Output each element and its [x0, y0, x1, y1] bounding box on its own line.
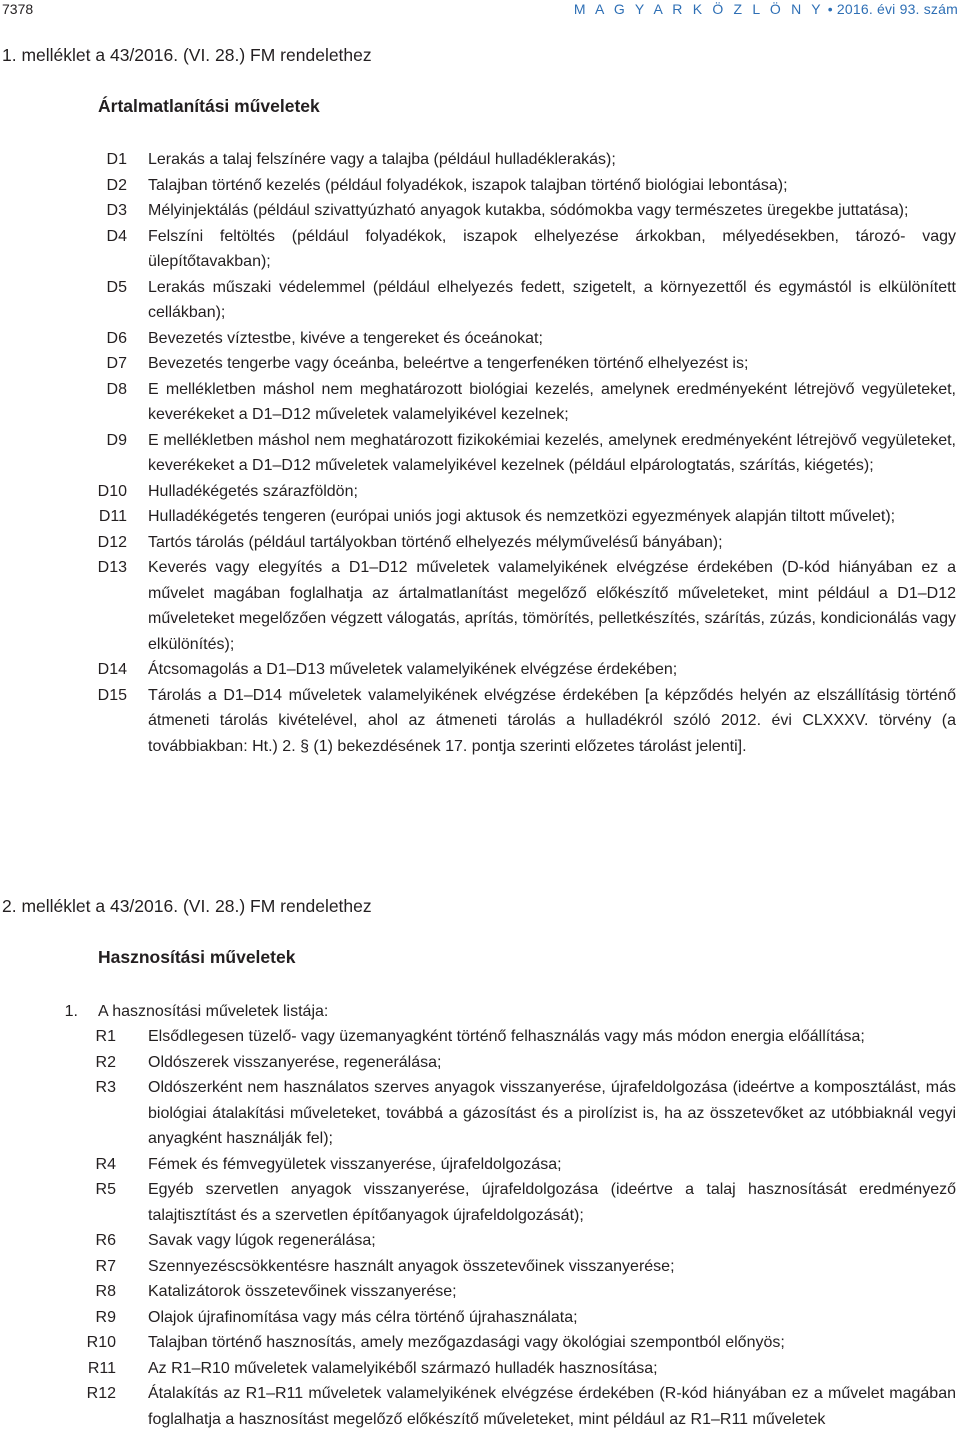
- operation-description: Talajban történő kezelés (például folyadékok, iszapok talajban történő biológiai lebontása);: [148, 176, 788, 194]
- list-item: [0, 1024, 958, 1050]
- list-item: [0, 1356, 958, 1382]
- operation-code: D5: [106, 278, 127, 296]
- journal-header: [574, 1, 958, 17]
- operation-code: R2: [95, 1053, 116, 1071]
- operation-code: R12: [86, 1385, 116, 1402]
- operation-description: Elsődlegesen tüzelő- vagy üzemanyagként történő felhasználás vagy más módon energia előállítása;: [148, 1028, 865, 1045]
- list-item: [0, 428, 958, 479]
- list-item: [0, 173, 958, 199]
- separator: •: [827, 1, 833, 17]
- operation-code: D3: [106, 202, 127, 219]
- operation-code: R7: [95, 1257, 116, 1275]
- disposal-operations-list: [0, 147, 958, 759]
- list-item: [0, 1254, 958, 1280]
- operation-description: Hulladékégetés tengeren (európai uniós jogi aktusok és nemzetközi egyezmények alapján tiltott művelet);: [148, 508, 896, 525]
- operation-description: Talajban történő hasznosítás, amely mezőgazdasági vagy ökológiai szempontból előnyös;: [148, 1334, 785, 1351]
- list-intro-number: 1.: [64, 1003, 78, 1020]
- operation-description: Keverés vagy elegyítés a D1–D12 műveletek valamelyikének elvégzése érdekében (D-kód hiányában ez a művelet magában foglalhatja az ártalmatlanítást megelőző előkészítő műveleteket, mint például a D1–D12 műveleteket megelőzően végzett válogatás, aprítás, tömörítés, pelletkészítés, szárítás, zúzás, kondicionálás vagy elkülönítés);: [148, 559, 956, 653]
- operation-description: Felszíni feltöltés (például folyadékok, iszapok elhelyezése árkokban, mélyedésekben, tározó- vagy ülepítőtavakban);: [148, 227, 956, 270]
- list-item: [0, 1152, 958, 1178]
- operation-description: Hulladékégetés szárazföldön;: [148, 482, 358, 500]
- operation-description: Mélyinjektálás (például szivattyúzható anyagok kutakba, sódómokba vagy természetes üregekbe juttatása);: [148, 202, 909, 219]
- list-item: [0, 275, 958, 326]
- operation-code: D4: [106, 227, 127, 245]
- operation-description: Oldószerként nem használatos szerves anyagok visszanyerése, újrafeldolgozása (ideértve a komposztálást, más biológiai átalakítási műveleteket, továbbá a gázosítást és a pirolízist is, ha az összetevőket az utóbbiaknál vegyi anyagként használják fel);: [148, 1079, 956, 1147]
- operation-description: Katalizátorok összetevőinek visszanyerése;: [148, 1283, 457, 1300]
- operation-code: R10: [86, 1334, 116, 1351]
- list-item: [0, 1177, 958, 1228]
- list-intro-text: A hasznosítási műveletek listája:: [98, 1003, 329, 1020]
- operation-code: D13: [97, 559, 127, 576]
- list-item: [0, 1279, 958, 1305]
- operation-code: R5: [95, 1181, 116, 1198]
- list-item: [0, 224, 958, 275]
- list-item: [0, 377, 958, 428]
- operation-description: Bevezetés víztestbe, kivéve a tengereket és óceánokat;: [148, 329, 543, 347]
- operation-description: Átalakítás az R1–R11 műveletek valamelyikének elvégzése érdekében (R-kód hiányában ez a művelet magában foglalhatja a hasznosítást megelőző előkészítő műveleteket, mint például az R1–R11 műveletek: [148, 1385, 956, 1428]
- list-item: [0, 198, 958, 224]
- operation-code: D8: [106, 380, 127, 398]
- list-item: [0, 683, 958, 760]
- issue-number: 2016. évi 93. szám: [836, 1, 958, 17]
- operation-description: Oldószerek visszanyerése, regenerálása;: [148, 1053, 442, 1071]
- annex2-section-title: Hasznosítási műveletek: [98, 947, 296, 967]
- list-item: [0, 147, 958, 173]
- operation-description: Szennyezéscsökkentésre használt anyagok összetevőinek visszanyerése;: [148, 1257, 675, 1275]
- operation-code: R3: [95, 1079, 116, 1096]
- journal-name: M A G Y A R K Ö Z L Ö N Y: [573, 1, 824, 17]
- operation-description: Tartós tárolás (például tartályokban történő elhelyezés mélyművelésű bányában);: [148, 533, 723, 551]
- operation-description: Lerakás a talaj felszínére vagy a talajba (például hulladéklerakás);: [148, 151, 616, 168]
- operation-description: Fémek és fémvegyületek visszanyerése, újrafeldolgozása;: [148, 1155, 562, 1173]
- operation-code: D2: [106, 176, 127, 194]
- operation-code: R4: [95, 1155, 116, 1173]
- list-item: [0, 479, 958, 505]
- operation-code: D7: [106, 355, 127, 372]
- operation-code: D6: [106, 329, 127, 347]
- list-item: [0, 1330, 958, 1356]
- list-item: [0, 555, 958, 657]
- operation-code: D11: [98, 508, 127, 525]
- operation-code: R11: [87, 1359, 116, 1377]
- operation-description: Az R1–R10 műveletek valamelyikéből származó hulladék hasznosítása;: [148, 1359, 658, 1377]
- operation-code: D1: [106, 151, 127, 168]
- annex1-title: 1. melléklet a 43/2016. (VI. 28.) FM rendelethez: [2, 45, 372, 65]
- operation-description: Savak vagy lúgok regenerálása;: [148, 1232, 376, 1249]
- operation-description: Olajok újrafinomítása vagy más célra történő újrahasználata;: [148, 1308, 578, 1326]
- operation-code: R1: [95, 1028, 116, 1045]
- list-item: [0, 1305, 958, 1331]
- operation-code: R8: [95, 1283, 116, 1300]
- list-item: [0, 351, 958, 377]
- list-item: [0, 1228, 958, 1254]
- list-item: [0, 326, 958, 352]
- operation-code: D10: [97, 482, 127, 500]
- operation-code: D14: [97, 661, 127, 678]
- operation-code: D12: [97, 533, 127, 551]
- operation-description: Átcsomagolás a D1–D13 műveletek valamelyikének elvégzése érdekében;: [148, 661, 678, 678]
- page-number: 7378: [2, 1, 34, 17]
- operation-code: D9: [106, 431, 127, 449]
- operation-description: E mellékletben máshol nem meghatározott biológiai kezelés, amelynek eredményeként létrejövő vegyületeket, keverékeket a D1–D12 műveletek valamelyikével kezelnek;: [148, 380, 956, 423]
- operation-description: Bevezetés tengerbe vagy óceánba, beleértve a tengerfenéken történő elhelyezést is;: [148, 355, 749, 372]
- recovery-operations-list: [0, 1024, 958, 1432]
- list-item: [0, 657, 958, 683]
- list-item: [0, 1050, 958, 1076]
- operation-description: E mellékletben máshol nem meghatározott fizikokémiai kezelés, amelynek eredményeként létrejövő vegyületeket, keverékeket a D1–D12 műveletek valamelyikével kezelnek (például elpárologtatás, szárítás, kiégetés);: [148, 431, 956, 474]
- operation-description: Egyéb szervetlen anyagok visszanyerése, újrafeldolgozása (ideértve a talaj hasznosítását eredményező talajtisztítást és a szervetlen építőanyagok újrafeldolgozását);: [148, 1181, 956, 1224]
- list-item: [0, 504, 958, 530]
- operation-code: R6: [95, 1232, 116, 1249]
- annex1-section-title: Ártalmatlanítási műveletek: [98, 96, 320, 116]
- annex2-title: 2. melléklet a 43/2016. (VI. 28.) FM rendelethez: [2, 896, 372, 916]
- operation-description: Lerakás műszaki védelemmel (például elhelyezés fedett, szigetelt, a környezettől és egymástól is elkülönített cellákban);: [148, 278, 956, 321]
- list-item: [0, 1075, 958, 1152]
- list-item: [0, 530, 958, 556]
- operation-description: Tárolás a D1–D14 műveletek valamelyikének elvégzése érdekében [a képződés helyén az elszállításig történő átmeneti tárolás kivételével, ahol az átmeneti tárolás a hulladékról szóló 2012. évi CLXXXV. törvény (a továbbiakban: Ht.) 2. § (1) bekezdésének 17. pontja szerinti előzetes tárolást jelenti].: [148, 686, 956, 755]
- list-item: [0, 1381, 958, 1432]
- list-intro: [0, 999, 958, 1025]
- operation-code: R9: [95, 1308, 116, 1326]
- operation-code: D15: [97, 686, 127, 704]
- page-header: [2, 0, 958, 24]
